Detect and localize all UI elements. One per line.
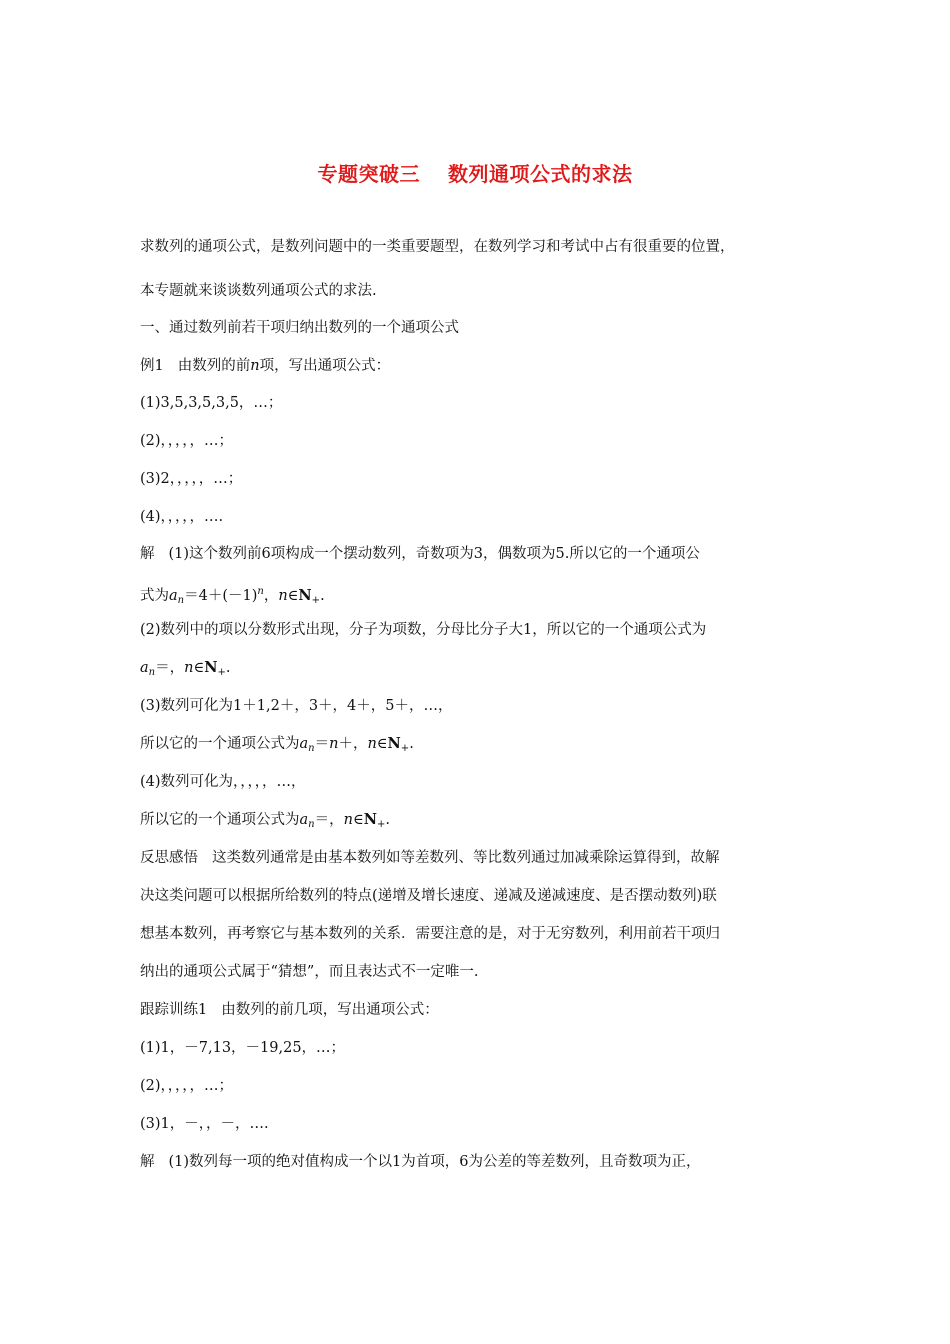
example-label: 例1 (140, 358, 164, 374)
superscript-n: n (257, 586, 264, 597)
solution-2-line-1 (140, 1152, 830, 1172)
variable-n: n (367, 736, 377, 752)
solution-1-formula (140, 582, 830, 611)
subscript-plus: + (376, 819, 386, 830)
variable-n: n (184, 660, 194, 676)
page-title (0, 158, 950, 187)
training-item: (2)，，，，，…； (140, 1078, 234, 1094)
intro-line-1: 求数列的通项公式，是数列问题中的一类重要题型，在数列学习和考试中占有很重要的位置， (140, 239, 735, 255)
formula-text: ＝4＋(－1) (184, 588, 258, 604)
subscript-plus: + (217, 667, 226, 678)
formula-text: ＋， (338, 736, 368, 752)
example-item: (1)3,5,3,5,3,5，…； (140, 395, 283, 411)
element-of-symbol: ∈ (287, 588, 299, 604)
element-of-symbol: ∈ (376, 736, 388, 752)
natural-numbers-symbol: N (204, 659, 218, 676)
solution-text: 所以它的一个通项公式为 (140, 736, 300, 752)
title-part-1: 专题突破三 (317, 162, 420, 186)
solution-1-part-2-formula (140, 658, 830, 683)
variable-a: a (299, 736, 309, 752)
formula-text: ＝， (155, 660, 185, 676)
example-item: (2)，，，，，…； (140, 433, 234, 449)
subscript-n: n (308, 819, 315, 830)
variable-a: a (140, 660, 149, 676)
solution-1-part-4-formula (140, 810, 830, 835)
reflection-line-4: 纳出的通项公式属于“猜想”，而且表达式不一定唯一. (140, 964, 479, 980)
element-of-symbol: ∈ (352, 812, 364, 828)
training-item: (1)1，－7,13，－19,25，…； (140, 1040, 346, 1056)
subscript-n: n (148, 667, 156, 678)
formula-text: . (385, 812, 390, 828)
training-label: 跟踪训练1 (140, 1002, 208, 1018)
variable-n: n (278, 588, 288, 604)
variable-n: n (329, 736, 339, 752)
variable-a: a (299, 812, 309, 828)
solution-1-part-3-formula (140, 734, 830, 759)
reflection-text: 这类数列通常是由基本数列如等差数列、等比数列通过加减乘除运算得到，故解 (212, 850, 720, 866)
training-item: (3)1，－，，－，…. (140, 1116, 269, 1132)
solution-label: 解 (140, 1154, 155, 1170)
solution-text: (1)数列每一项的绝对值构成一个以1为首项，6为公差的等差数列，且奇数项为正， (168, 1154, 701, 1170)
title-part-2: 数列通项公式的求法 (448, 162, 633, 186)
reflection-line-2: 决这类问题可以根据所给数列的特点(递增及增长速度、递减及递减速度、是否摆动数列)联 (140, 888, 717, 904)
solution-text: 式为 (140, 588, 169, 604)
example-1-prompt (140, 356, 830, 376)
subscript-n: n (177, 595, 185, 606)
formula-text: . (320, 588, 325, 604)
solution-label: 解 (140, 546, 155, 562)
formula-text: ， (263, 588, 279, 604)
intro-line-2: 本专题就来谈谈数列通项公式的求法. (140, 283, 377, 299)
training-1-prompt (140, 1000, 830, 1020)
prompt-text: 由数列的前 (177, 358, 251, 374)
reflection-label: 反思感悟 (140, 850, 198, 866)
solution-1-line-1 (140, 544, 830, 564)
solution-1-part-2: (2)数列中的项以分数形式出现，分子为项数，分母比分子大1，所以它的一个通项公式为 (140, 622, 707, 638)
natural-numbers-symbol: N (387, 735, 401, 752)
formula-text: ＝， (314, 812, 344, 828)
reflection-line-1 (140, 848, 830, 868)
section-heading-1: 一、通过数列前若干项归纳出数列的一个通项公式 (140, 320, 459, 336)
example-item: (4)，，，，，…. (140, 509, 224, 525)
training-text: 由数列的前几项，写出通项公式： (221, 1002, 439, 1018)
natural-numbers-symbol: N (298, 587, 312, 604)
solution-text: 所以它的一个通项公式为 (140, 812, 300, 828)
formula-text: . (225, 660, 231, 676)
formula-text: ＝ (314, 736, 330, 752)
solution-text: (1)这个数列前6项构成一个摆动数列，奇数项为3，偶数项为5.所以它的一个通项公 (168, 546, 700, 562)
subscript-plus: + (311, 595, 321, 606)
element-of-symbol: ∈ (193, 660, 205, 676)
subscript-n: n (308, 743, 315, 754)
variable-a: a (169, 588, 178, 604)
reflection-line-3: 想基本数列，再考察它与基本数列的关系．需要注意的是，对于无穷数列，利用前若干项归 (140, 926, 720, 942)
variable-n: n (343, 812, 353, 828)
formula-text: . (409, 736, 414, 752)
solution-1-part-4: (4)数列可化为，，，，，…， (140, 774, 306, 790)
example-item: (3)2，，，，，…； (140, 471, 243, 487)
subscript-plus: + (400, 743, 410, 754)
solution-1-part-3: (3)数列可化为1＋1,2＋，3＋，4＋，5＋，…， (140, 698, 453, 714)
natural-numbers-symbol: N (363, 811, 377, 828)
prompt-text: 项，写出通项公式： (259, 358, 391, 374)
variable-n: n (250, 358, 260, 374)
